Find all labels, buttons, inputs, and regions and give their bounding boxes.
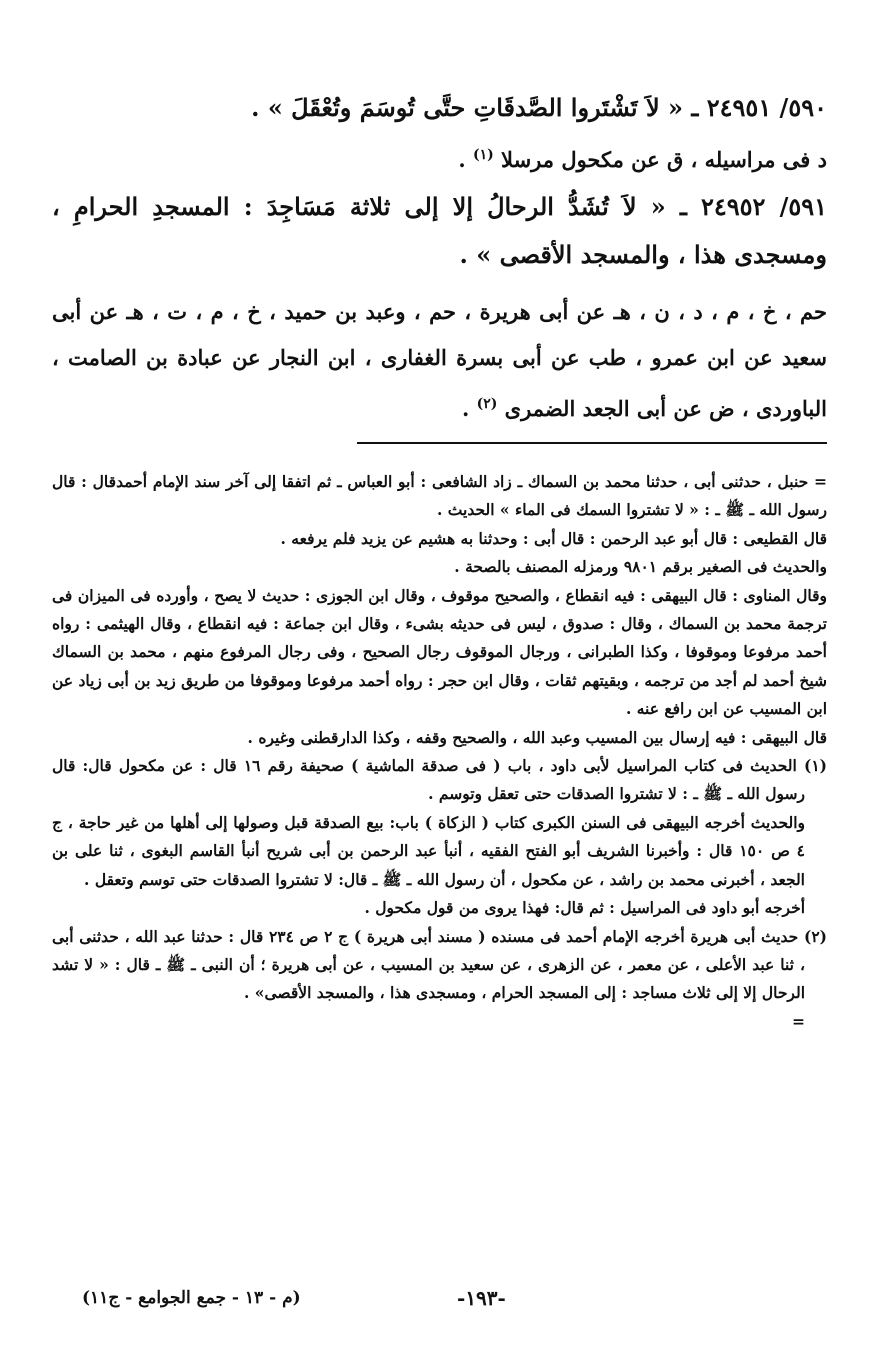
hadith-591 [52, 183, 827, 279]
hadith-591-source [52, 289, 827, 432]
footnote-2: (٢) حديث أبى هريرة أخرجه الإمام أحمد فى مسنده ( مسند أبى هريرة ) ج ٢ ص ٢٣٤ قال : حدثنا عبد الله ، حدثنى أبى ، ثنا عبد الأعلى ، عن معمر ، عن الزهرى ، عن سعيد بن المسيب ، عن أبى هريرة ؛ أن النبى ـ ﷺ ـ قال : « لا تشد الرحال إلا إلى ثلاث مساجد : إلى المسجد الحرام ، ومسجدى هذا ، والمسجد الأقصى» . [52, 926, 827, 1003]
page-footer [52, 1286, 827, 1316]
footnote-munawi: وقال المناوى : قال البيهقى : فيه انقطاع ، والصحيح موقوف ، وقال ابن الجوزى : حديث لا يصح ، وأورده فى الميزان فى ترجمة محمد بن السماك ، وقال : صدوق ، ليس فى حديثه بشىء ، وقال ابن جماعة : فيه انقطاع ، وقال الهيثمى : رواه أحمد مرفوعا وموقوفا ، وكذا الطبرانى ، ورجال الموقوف رجال الصحيح ، وفى رجال المرفوع منهم ، محمد بن السماك شيخ أحمد لم أجد من ترجمه ، وبقيتهم ثقات ، وقال ابن حجر : رواه أحمد مرفوعا وموقوفا من طريق زيد بن أبى زياد عن ابن المسيب عن ابن رافع عنه . [52, 585, 827, 719]
footnote-saghir: والحديث فى الصغير برقم ٩٨٠١ ورمزله المصنف بالصحة . [454, 557, 827, 577]
footnote-continuation: = حنبل ، حدثنى أبى ، حدثنا محمد بن السماك ـ زاد الشافعى : أبو العباس ـ ثم اتفقا إلى آخر سند الإمام أحمدقال : قال رسول الله ـ ﷺ ـ : « لا تشتروا السمك فى الماء » الحديث . [52, 472, 827, 520]
main-text [52, 84, 827, 432]
hadith-591-source-end: . [461, 396, 477, 421]
footnote-1-bayhaqi: والحديث أخرجه البيهقى فى السنن الكبرى كتاب ( الزكاة ) باب: بيع الصدقة قبل وصولها إلى أهلها من غير حاجة ، ج ٤ ص ١٥٠ قال : وأخبرنا الشريف أبو الفتح الفقيه ، أنبأ عبد الرحمن بن أبى شريح أنبأ القاسم البغوى ، ثنا على بن الجعد ، أخبرنى محمد بن راشد ، عن مكحول ، أن رسول الله ـ ﷺ ـ قال: لا تشتروا الصدقات حتى توسم وتعقل . [52, 812, 805, 889]
footnote-1: (١) الحديث فى كتاب المراسيل لأبى داود ، باب ( فى صدقة الماشية ) صحيفة رقم ١٦ قال : عن مكحول قال: قال رسول الله ـ ﷺ ـ : لا تشتروا الصدقات حتى تعقل وتوسم . [52, 756, 827, 804]
hadith-590-source-text: د فى مراسيله ، ق عن مكحول مرسلا [501, 147, 827, 172]
spacer [52, 279, 827, 289]
footnote-bayhaqi: قال البيهقى : فيه إرسال بين المسيب وعبد الله ، والصحيح وقفه ، وكذا الدارقطنى وغيره . [247, 727, 827, 747]
page-number: -١٩٣- [457, 1286, 506, 1310]
footnotes [52, 468, 827, 1036]
footnote-separator [357, 442, 827, 444]
footnote-qatii: قال القطيعى : قال أبو عبد الرحمن : قال أبى : وحدثنا به هشيم عن يزيد فلم يرفعه . [280, 528, 827, 548]
hadith-590-source [52, 132, 827, 183]
footnote-ref-1: (١) [472, 147, 494, 163]
footnote-1-abudawud: أخرجه أبو داود فى المراسيل : ثم قال: فهذا يروى من قول مكحول . [364, 898, 805, 918]
hadith-590-text: ٥٩٠/ ٢٤٩٥١ ـ « لاَ تَشْتَروا الصَّدقَاتِ حتَّى تُوسَمَ وتُعْقَلَ » . [251, 93, 827, 122]
hadith-591-text: ٥٩١/ ٢٤٩٥٢ ـ « لاَ تُشَدُّ الرحالُ إلا إلى ثلاثة مَسَاجِدَ : المسجدِ الحرامِ ، ومسجدى هذا ، والمسجد الأقصى » . [52, 192, 828, 269]
footnote-separator-wrap [52, 432, 827, 468]
hadith-590 [52, 84, 827, 132]
hadith-590-source-end: . [458, 147, 473, 172]
hadith-591-source-text: حم ، خ ، م ، د ، ن ، هـ عن أبى هريرة ، حم ، وعبد بن حميد ، خ ، م ، ت ، هـ عن أبى سعيد عن ابن عمرو ، طب عن أبى بسرة الغفارى ، ابن النجار عن عبادة بن الصامت ، الباوردى ، ض عن أبى الجعد الضمرى [52, 299, 827, 421]
footnote-ref-2: (٢) [476, 396, 498, 412]
footnote-continues-mark: = [792, 1011, 805, 1031]
signature-mark: (م - ١٣ - جمع الجوامع - ج١١) [82, 1288, 301, 1308]
